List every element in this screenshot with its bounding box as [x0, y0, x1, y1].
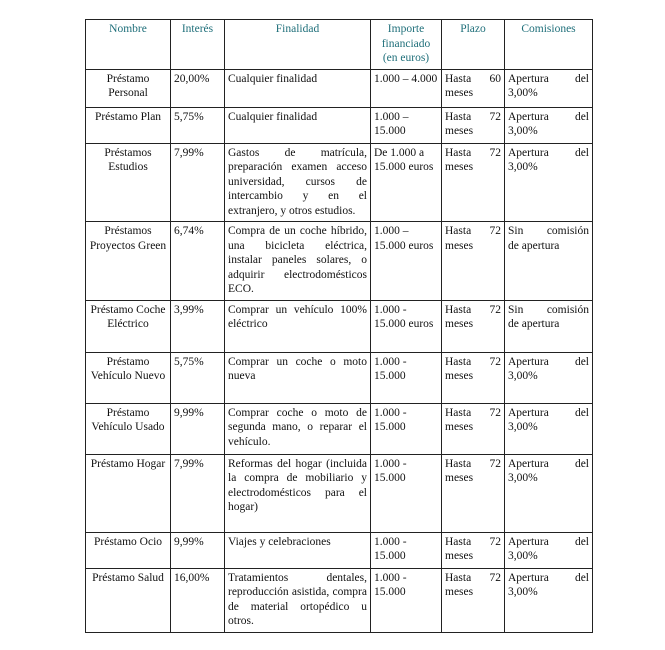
comision-second: del — [574, 146, 589, 159]
plazo-line — [445, 457, 501, 472]
comision-rest: 3,00% — [508, 370, 538, 382]
cell-interes: 6,74% — [171, 222, 225, 301]
plazo-unit: meses — [445, 421, 474, 433]
comision-first: Apertura — [508, 535, 549, 548]
cell-nombre: Préstamos Estudios — [86, 143, 171, 222]
cell-interes: 9,99% — [171, 403, 225, 454]
comision-rest: 3,00% — [508, 586, 538, 598]
cell-plazo — [442, 300, 505, 352]
table-row — [86, 143, 593, 222]
cell-importe: 1.000 – 15.000 — [371, 107, 442, 143]
comision-first: Apertura — [508, 355, 549, 368]
plazo-months: 60 — [489, 72, 501, 85]
comision-rest: 3,00% — [508, 161, 538, 173]
cell-finalidad: Cualquier finalidad — [225, 69, 371, 107]
cell-nombre: Préstamo Coche Eléctrico — [86, 300, 171, 352]
cell-nombre: Préstamo Vehículo Usado — [86, 403, 171, 454]
cell-finalidad: Tratamientos dentales, reproducción asistida, compra de material ortopédico u otros. — [225, 568, 371, 632]
cell-comisiones — [505, 222, 593, 301]
plazo-prefix: Hasta — [445, 72, 472, 85]
comision-line — [508, 72, 589, 87]
plazo-months: 72 — [489, 355, 501, 368]
comision-line — [508, 224, 589, 239]
cell-comisiones — [505, 454, 593, 532]
cell-interes: 5,75% — [171, 107, 225, 143]
table-row — [86, 454, 593, 532]
comision-first: Apertura — [508, 457, 549, 470]
plazo-line — [445, 72, 501, 87]
plazo-unit: meses — [445, 87, 474, 99]
cell-importe: 1.000 - 15.000 — [371, 532, 442, 568]
plazo-prefix: Hasta — [445, 355, 472, 368]
cell-plazo — [442, 107, 505, 143]
cell-interes: 3,99% — [171, 300, 225, 352]
cell-comisiones — [505, 403, 593, 454]
plazo-months: 72 — [489, 225, 501, 237]
cell-finalidad: Gastos de matrícula, preparación examen acceso universidad, cursos de intercambio y en el extranjero, y otros estudios. — [225, 143, 371, 222]
comision-rest: 3,00% — [508, 421, 538, 433]
comision-line — [508, 110, 589, 125]
header-plazo: Plazo — [442, 20, 505, 70]
cell-plazo — [442, 568, 505, 632]
plazo-months: 72 — [489, 146, 501, 159]
cell-interes: 5,75% — [171, 352, 225, 403]
header-finalidad: Finalidad — [225, 20, 371, 70]
cell-plazo — [442, 222, 505, 301]
plazo-line — [445, 355, 501, 370]
cell-finalidad: Comprar coche o moto de segunda mano, o reparar el vehículo. — [225, 403, 371, 454]
comision-second: del — [574, 110, 589, 123]
plazo-months: 72 — [489, 406, 501, 419]
comision-rest: 3,00% — [508, 87, 538, 99]
plazo-unit: meses — [445, 125, 474, 137]
header-importe: Importe financiado (en euros) — [371, 20, 442, 70]
comision-first: Apertura — [508, 571, 549, 584]
cell-finalidad: Viajes y celebraciones — [225, 532, 371, 568]
cell-nombre: Préstamo Hogar — [86, 454, 171, 532]
cell-importe: 1.000 - 15.000 — [371, 352, 442, 403]
cell-comisiones — [505, 568, 593, 632]
table-row — [86, 222, 593, 301]
cell-nombre: Préstamo Plan — [86, 107, 171, 143]
plazo-unit: meses — [445, 550, 474, 562]
cell-importe: 1.000 – 4.000 — [371, 69, 442, 107]
plazo-line — [445, 146, 501, 161]
comision-second: del — [574, 457, 589, 470]
comision-first: Sin — [508, 225, 524, 237]
comision-rest: 3,00% — [508, 472, 538, 484]
comision-rest: 3,00% — [508, 550, 538, 562]
cell-finalidad: Compra de un coche híbrido, una bicicleta eléctrica, instalar paneles solares, o adquirir electrodomésticos ECO. — [225, 222, 371, 301]
cell-importe: 1.000 - 15.000 — [371, 403, 442, 454]
plazo-line — [445, 535, 501, 550]
cell-importe: 1.000 – 15.000 euros — [371, 222, 442, 301]
cell-plazo — [442, 532, 505, 568]
comision-rest: 3,00% — [508, 125, 538, 137]
plazo-months: 72 — [489, 110, 501, 123]
cell-plazo — [442, 143, 505, 222]
cell-interes: 16,00% — [171, 568, 225, 632]
plazo-prefix: Hasta — [445, 110, 472, 123]
cell-comisiones — [505, 352, 593, 403]
cell-comisiones — [505, 143, 593, 222]
comision-first: Apertura — [508, 146, 549, 159]
cell-interes: 20,00% — [171, 69, 225, 107]
cell-nombre: Préstamo Vehículo Nuevo — [86, 352, 171, 403]
plazo-unit: meses — [445, 472, 474, 484]
comision-first: Apertura — [508, 406, 549, 419]
cell-interes: 7,99% — [171, 454, 225, 532]
plazo-unit: meses — [445, 370, 474, 382]
comision-line — [508, 535, 589, 550]
plazo-months: 72 — [489, 571, 501, 584]
cell-finalidad: Comprar un vehículo 100% eléctrico — [225, 300, 371, 352]
cell-nombre: Préstamo Ocio — [86, 532, 171, 568]
comision-second: del — [574, 535, 589, 548]
comision-first: Apertura — [508, 72, 549, 85]
table-row — [86, 300, 593, 352]
plazo-unit: meses — [445, 318, 474, 330]
cell-finalidad: Cualquier finalidad — [225, 107, 371, 143]
comision-rest: de apertura — [508, 239, 560, 252]
plazo-line — [445, 224, 501, 239]
comision-second: comisión — [546, 303, 589, 316]
comision-first: Apertura — [508, 110, 549, 123]
table-row — [86, 69, 593, 107]
cell-interes: 7,99% — [171, 143, 225, 222]
comision-line — [508, 303, 589, 318]
cell-nombre: Préstamo Personal — [86, 69, 171, 107]
plazo-unit: meses — [445, 239, 474, 252]
comision-second: del — [574, 355, 589, 368]
plazo-line — [445, 406, 501, 421]
comision-second: del — [574, 72, 589, 85]
table-row — [86, 107, 593, 143]
comision-second: del — [574, 571, 589, 584]
comision-line — [508, 355, 589, 370]
loans-table — [85, 19, 593, 633]
cell-importe: 1.000 - 15.000 euros — [371, 300, 442, 352]
plazo-prefix: Hasta — [445, 146, 472, 159]
plazo-months: 72 — [489, 303, 501, 316]
table-header-row — [86, 20, 593, 70]
cell-comisiones — [505, 300, 593, 352]
cell-finalidad: Comprar un coche o moto nueva — [225, 352, 371, 403]
cell-finalidad: Reformas del hogar (incluida la compra de mobiliario y electrodomésticos para el hogar) — [225, 454, 371, 532]
cell-interes: 9,99% — [171, 532, 225, 568]
cell-comisiones — [505, 532, 593, 568]
comision-line — [508, 571, 589, 586]
cell-plazo — [442, 69, 505, 107]
plazo-months: 72 — [489, 535, 501, 548]
header-nombre: Nombre — [86, 20, 171, 70]
header-comisiones: Comisiones — [505, 20, 593, 70]
cell-plazo — [442, 454, 505, 532]
table-row — [86, 352, 593, 403]
plazo-prefix: Hasta — [445, 571, 472, 584]
cell-plazo — [442, 352, 505, 403]
plazo-prefix: Hasta — [445, 535, 472, 548]
comision-first: Sin — [508, 303, 524, 316]
plazo-prefix: Hasta — [445, 225, 472, 237]
plazo-prefix: Hasta — [445, 303, 472, 316]
comision-line — [508, 146, 589, 161]
cell-nombre: Préstamos Proyectos Green — [86, 222, 171, 301]
table-row — [86, 532, 593, 568]
plazo-line — [445, 303, 501, 318]
plazo-prefix: Hasta — [445, 406, 472, 419]
plazo-prefix: Hasta — [445, 457, 472, 470]
cell-importe: 1.000 - 15.000 — [371, 454, 442, 532]
cell-plazo — [442, 403, 505, 454]
plazo-unit: meses — [445, 161, 474, 173]
table-row — [86, 403, 593, 454]
plazo-line — [445, 571, 501, 586]
cell-nombre: Préstamo Salud — [86, 568, 171, 632]
comision-line — [508, 406, 589, 421]
comision-line — [508, 457, 589, 472]
cell-importe: 1.000 - 15.000 — [371, 568, 442, 632]
plazo-line — [445, 110, 501, 125]
comision-second: del — [574, 406, 589, 419]
table-row — [86, 568, 593, 632]
plazo-unit: meses — [445, 586, 474, 598]
cell-comisiones — [505, 69, 593, 107]
comision-rest: de apertura — [508, 318, 560, 330]
header-interes: Interés — [171, 20, 225, 70]
cell-comisiones — [505, 107, 593, 143]
cell-importe: De 1.000 a 15.000 euros — [371, 143, 442, 222]
plazo-months: 72 — [489, 457, 501, 470]
comision-second: comisión — [546, 225, 589, 237]
